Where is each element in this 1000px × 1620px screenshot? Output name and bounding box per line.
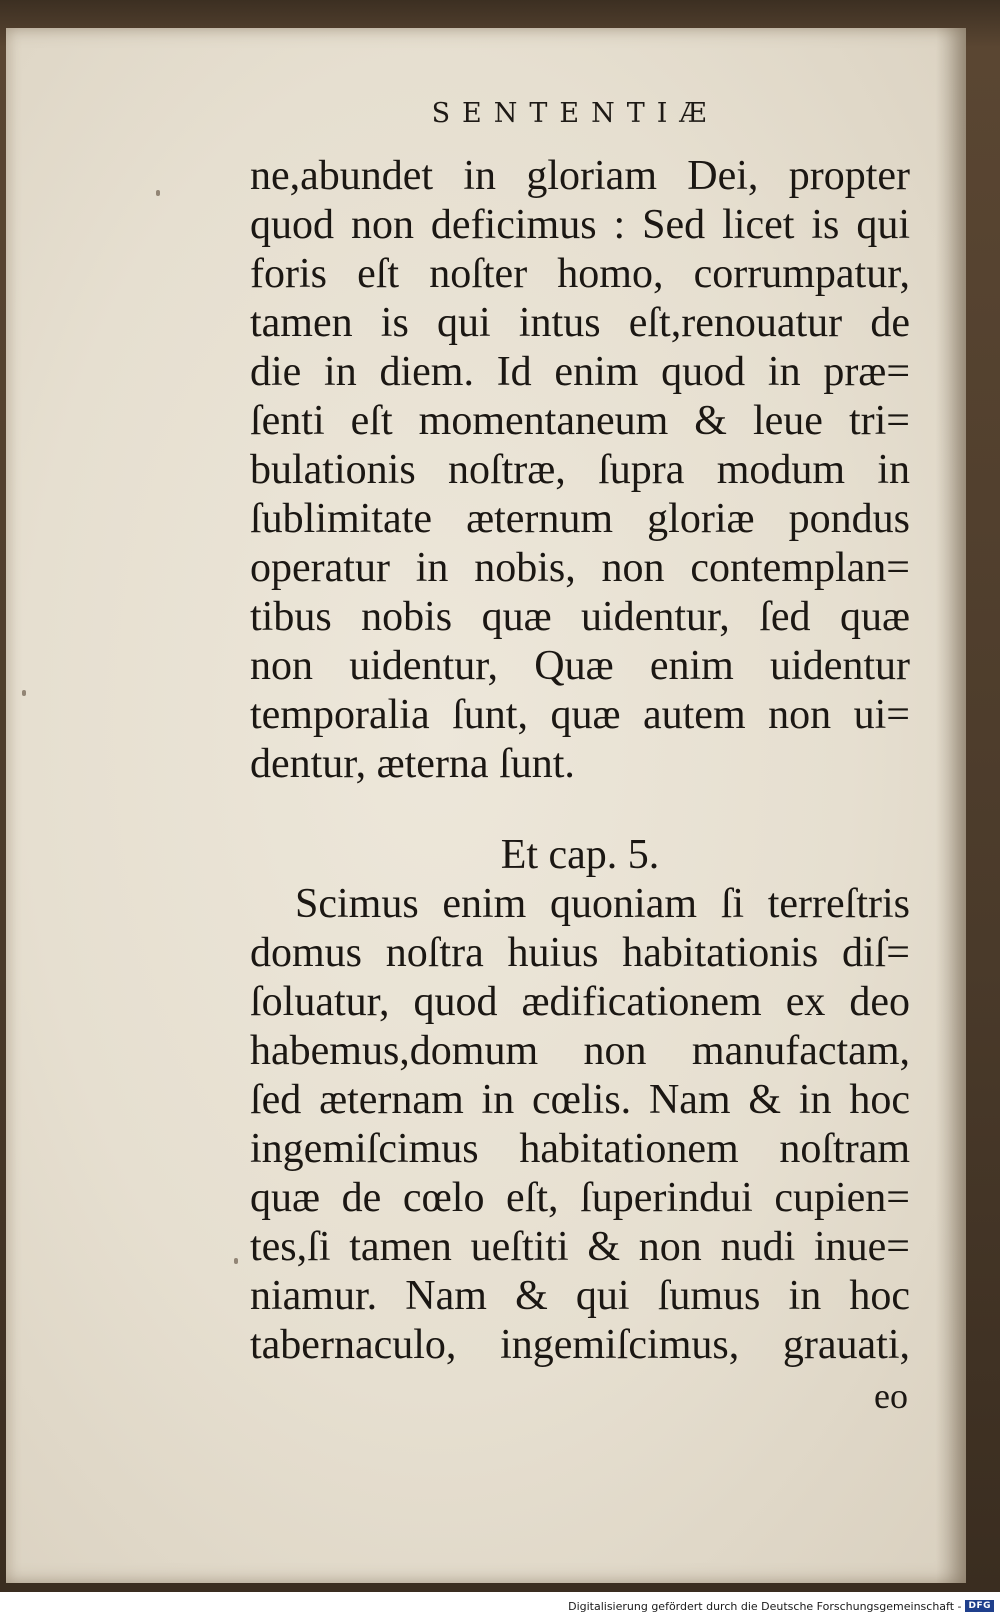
page-gutter-shadow [936,28,966,1583]
text-line: dentur, æterna ſunt. [250,741,575,787]
text-line: die in diem. Id enim quod in præ= [250,349,910,395]
credit-text: Digitalisierung gefördert durch die Deutsche Forschungsgemeinschaft - [568,1599,962,1613]
dfg-logo: DFG [965,1600,994,1612]
text-line: tes,ſi tamen ueſtiti & non nudi inue= [250,1224,910,1270]
text-line: operatur in nobis, non contemplan= [250,545,910,591]
text-line: ſenti eſt momentaneum & leue tri= [250,398,910,444]
text-line: ingemiſcimus habitationem noſtram [250,1126,910,1172]
text-line: quæ de cœlo eſt, ſuperindui cupien= [250,1175,910,1221]
text-line: tamen is qui intus eſt,renouatur de [250,300,910,346]
text-line: ſublimitate æternum gloriæ pondus [250,496,910,542]
text-line: non uidentur, Quæ enim uidentur [250,643,910,689]
text-line: ſoluatur, quod ædificationem ex deo [250,979,910,1025]
text-line: niamur. Nam & qui ſumus in hoc [250,1273,910,1319]
text-line: bulationis noſtræ, ſupra modum in [250,447,910,493]
text-line: Scimus enim quoniam ſi terreſtris [295,881,910,927]
running-head: SENTENTIÆ [431,98,719,129]
text-line: foris eſt noſter homo, corrumpatur, [250,251,910,297]
text-line: ſed æternam in cœlis. Nam & in hoc [250,1077,910,1123]
paper-speck [234,1258,238,1264]
text-line: domus noſtra huius habitationis diſ= [250,930,910,976]
digitization-credit [568,1598,994,1614]
text-line: habemus,domum non manufactam, [250,1028,910,1074]
text-line: tibus nobis quæ uidentur, ſed quæ [250,594,910,640]
paper-speck [156,190,160,196]
paper-speck [22,690,26,696]
text-line: temporalia ſunt, quæ autem non ui= [250,692,910,738]
paragraph-before-heading [250,152,910,789]
section-heading: Et cap. 5. [500,832,660,878]
text-line: quod non deficimus : Sed licet is qui [250,202,910,248]
text-line: tabernaculo, ingemiſcimus, grauati, [250,1322,910,1368]
catchword: eo [874,1376,908,1416]
text-line: ne,abundet in gloriam Dei, propter [250,153,910,199]
paragraph-after-heading [250,880,910,1370]
body-text [250,152,910,1422]
